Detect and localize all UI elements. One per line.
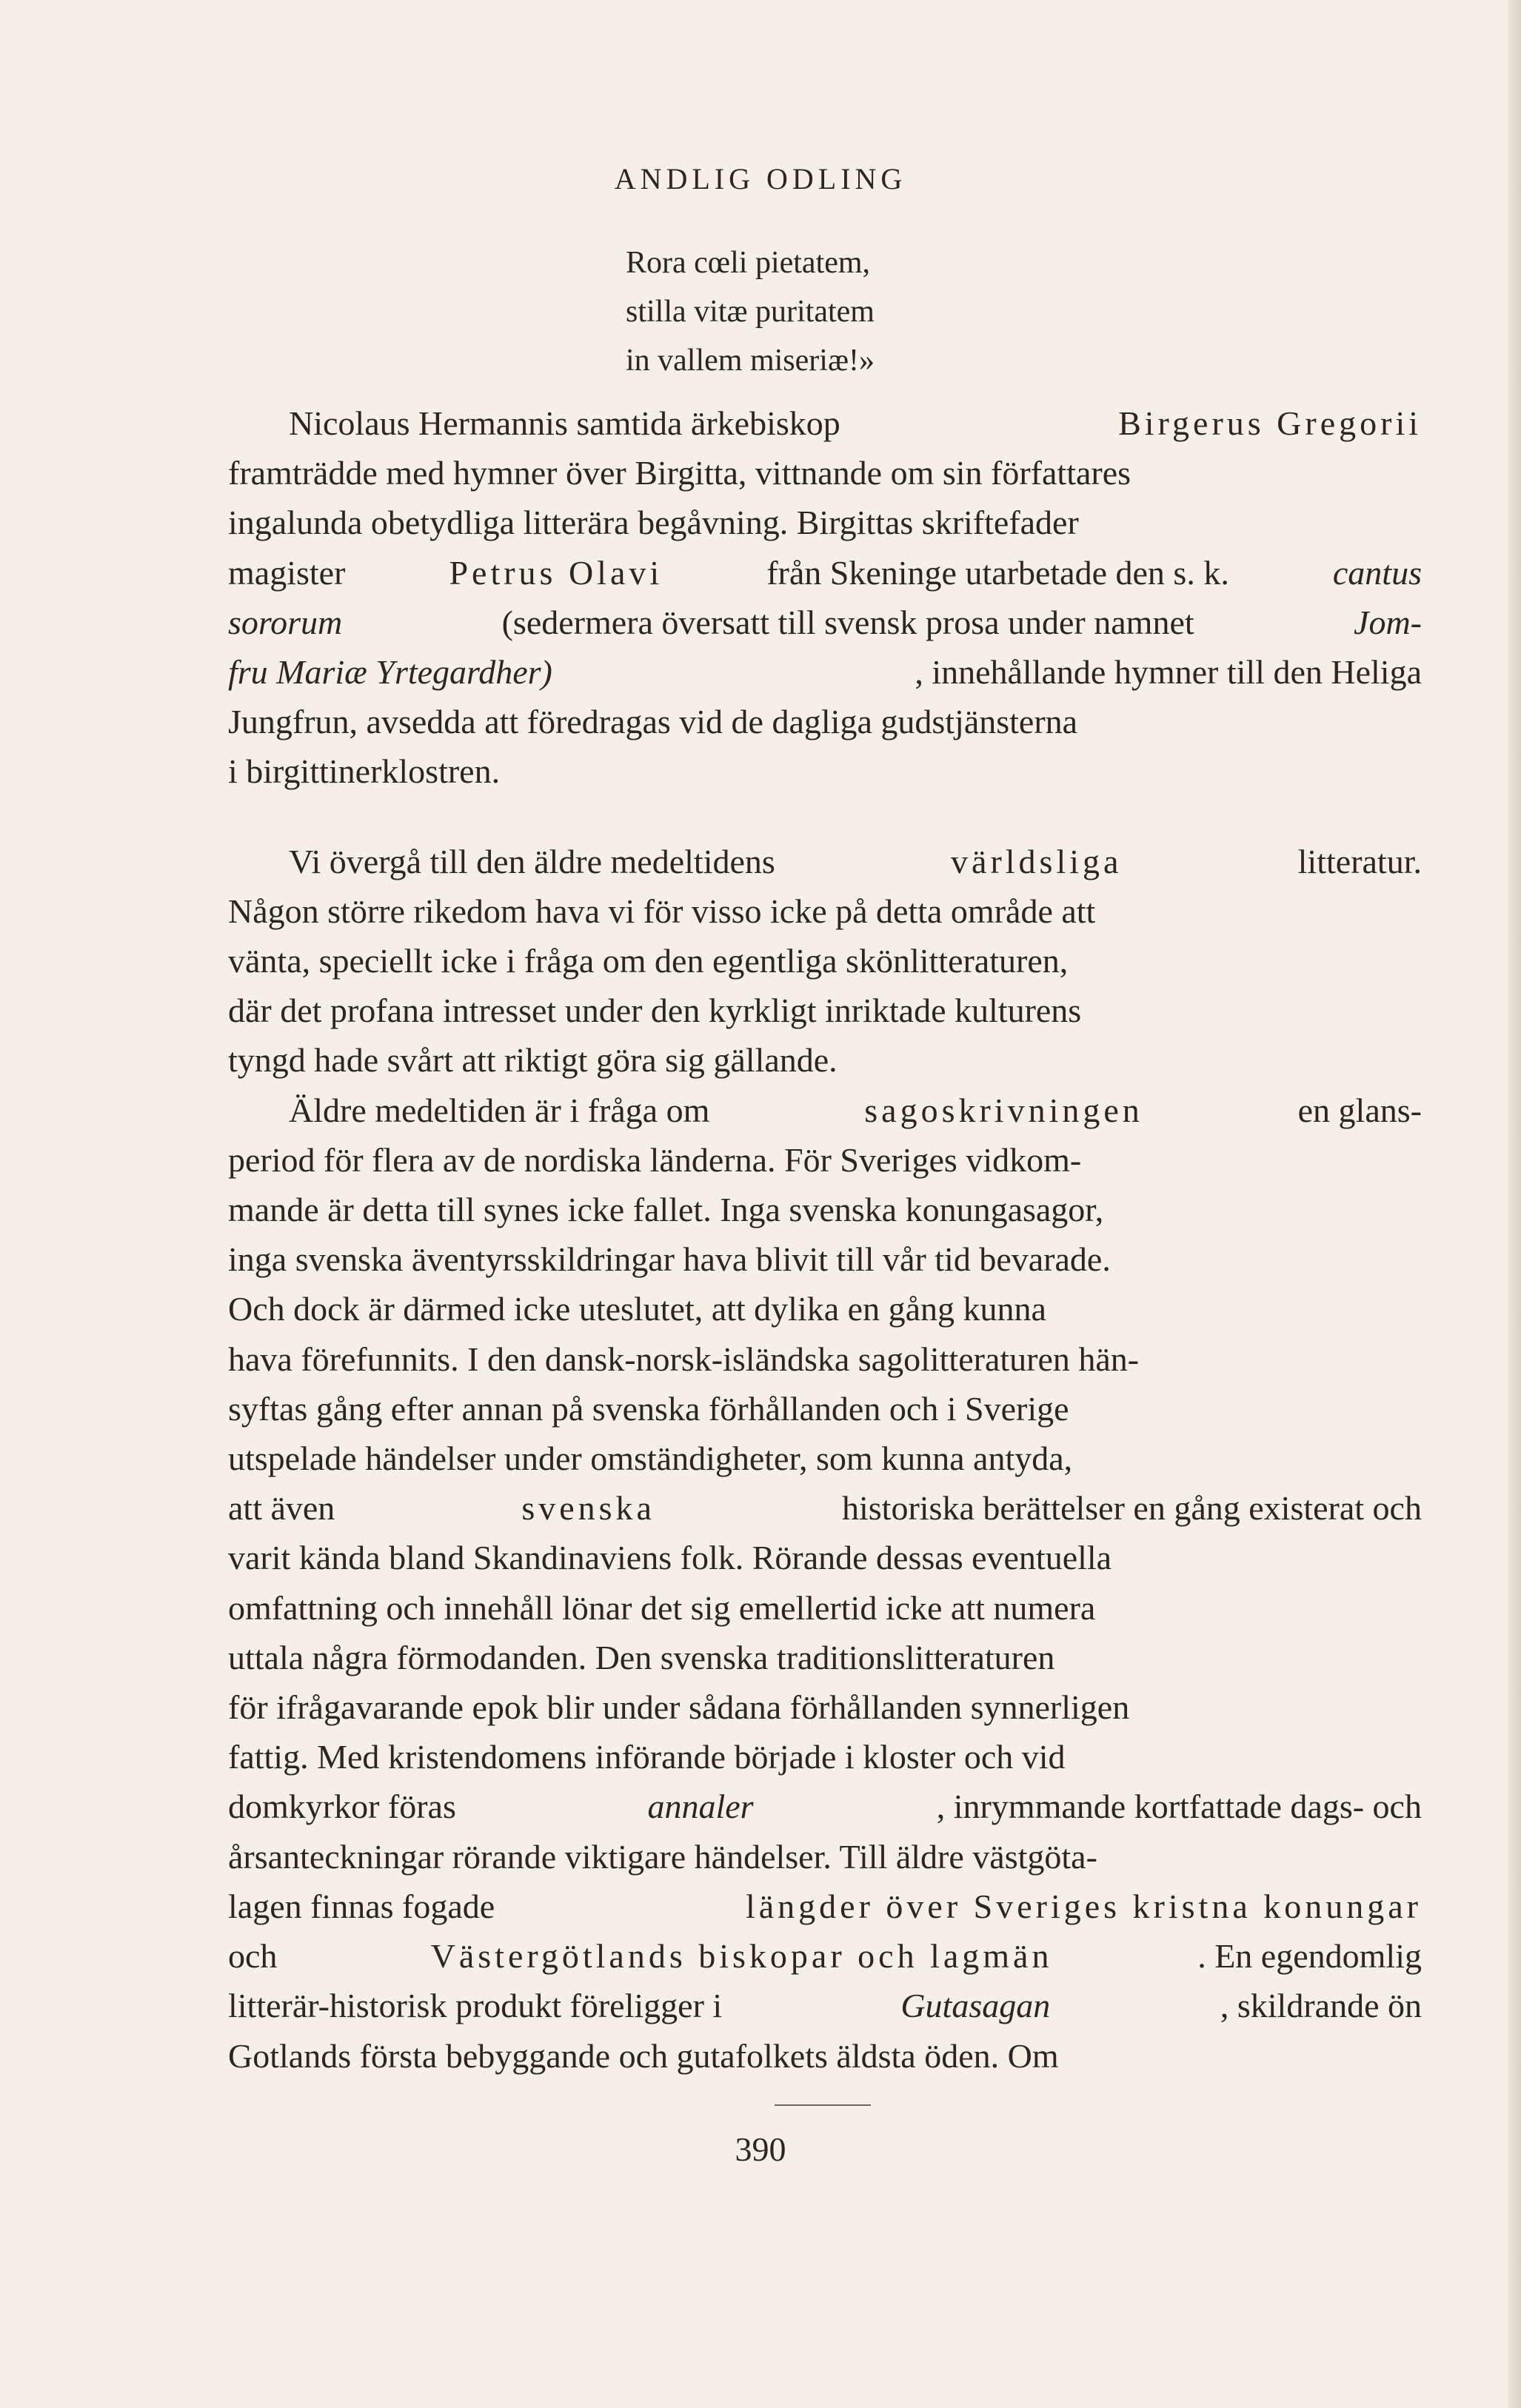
page-edge bbox=[1508, 0, 1521, 2408]
text-line: Nicolaus Hermannis samtida ärkebiskop Birgerus Gregorii bbox=[289, 404, 1422, 442]
verse-line: stilla vitæ puritatem bbox=[626, 295, 875, 329]
text-line: mande är detta till synes icke fallet. Inga svenska konungasagor, bbox=[228, 1191, 1104, 1229]
text-line: varit kända bland Skandinaviens folk. Rörande dessas eventuella bbox=[228, 1539, 1112, 1577]
text-line: Äldre medeltiden är i fråga om sagoskrivningen en glans- bbox=[289, 1091, 1422, 1129]
verse-line: Rora cœli pietatem, bbox=[626, 246, 871, 280]
text-line: i birgittinerklostren. bbox=[228, 752, 501, 791]
text-line: syftas gång efter annan på svenska förhållanden och i Sverige bbox=[228, 1389, 1069, 1428]
text-line: lagen finnas fogade längder över Sveriges kristna konungar bbox=[228, 1887, 1422, 1925]
text-line: period för flera av de nordiska länderna. För Sveriges vidkom- bbox=[228, 1140, 1082, 1179]
text-line: Och dock är därmed icke uteslutet, att dylika en gång kunna bbox=[228, 1290, 1046, 1328]
body-text bbox=[228, 398, 1422, 2081]
verse-line: in vallem miseriæ!» bbox=[626, 344, 875, 378]
text-line: Någon större rikedom hava vi för visso icke på detta område att bbox=[228, 892, 1096, 930]
text-line: där det profana intresset under den kyrkligt inriktade kulturens bbox=[228, 991, 1082, 1030]
text-line: ingalunda obetydliga litterära begåvning. Birgittas skriftefader bbox=[228, 504, 1079, 542]
footer-rule bbox=[775, 2104, 871, 2106]
text-line: uttala några förmodanden. Den svenska traditionslitteraturen bbox=[228, 1638, 1055, 1676]
text-line: att även svenska historiska berättelser en gång existerat och bbox=[228, 1489, 1422, 1528]
text-line: utspelade händelser under omständigheter, som kunna antyda, bbox=[228, 1439, 1073, 1478]
page-number: 390 bbox=[735, 2130, 786, 2168]
text-line: sororum (sedermera översatt till svensk prosa under namnet Jom- bbox=[228, 603, 1422, 641]
verse-quote bbox=[626, 238, 875, 385]
text-line: fattig. Med kristendomens införande började i kloster och vid bbox=[228, 1738, 1066, 1776]
text-line: magister Petrus Olavi från Skeninge utarbetade den s. k. cantus bbox=[228, 553, 1422, 592]
text-line: årsanteckningar rörande viktigare händelser. Till äldre västgöta- bbox=[228, 1837, 1097, 1876]
text-line: tyngd hade svårt att riktigt göra sig gällande. bbox=[228, 1041, 838, 1080]
text-line: omfattning och innehåll lönar det sig emellertid icke att numera bbox=[228, 1588, 1096, 1627]
text-line: framträdde med hymner över Birgitta, vittnande om sin författares bbox=[228, 454, 1131, 492]
text-line: fru Mariæ Yrtegardher) , innehållande hymner till den Heliga bbox=[228, 653, 1422, 692]
text-line: för ifrågavarande epok blir under sådana förhållanden synnerligen bbox=[228, 1688, 1130, 1727]
text-line: Gotlands första bebyggande och gutafolkets äldsta öden. Om bbox=[228, 2036, 1059, 2075]
text-line: vänta, speciellt icke i fråga om den egentliga skönlitteraturen, bbox=[228, 942, 1069, 980]
text-line: Vi övergå till den äldre medeltidens världsliga litteratur. bbox=[289, 842, 1422, 880]
text-line: litterär-historisk produkt föreligger i Gutasagan , skildrande ön bbox=[228, 1987, 1422, 2025]
text-line: domkyrkor föras annaler , inrymmande kortfattade dags- och bbox=[228, 1787, 1422, 1826]
text-line: och Västergötlands biskopar och lagmän . En egendomlig bbox=[228, 1937, 1422, 1976]
text-line: hava förefunnits. I den dansk-norsk-isländska sagolitteraturen hän- bbox=[228, 1340, 1140, 1378]
text-line: Jungfrun, avsedda att föredragas vid de dagliga gudstjänsterna bbox=[228, 703, 1078, 741]
text-line: inga svenska äventyrsskildringar hava blivit till vår tid bevarade. bbox=[228, 1240, 1111, 1279]
running-header: ANDLIG ODLING bbox=[614, 162, 907, 195]
